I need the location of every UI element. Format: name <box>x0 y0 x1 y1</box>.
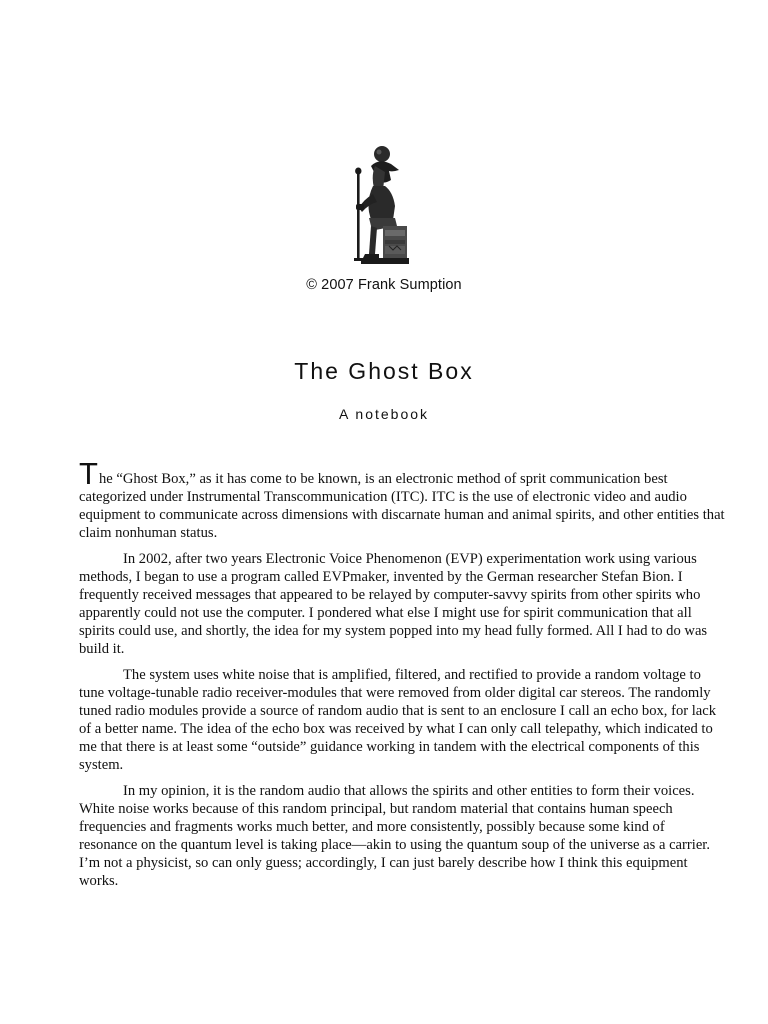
document-subtitle: A notebook <box>338 406 430 422</box>
seated-egyptian-figure-icon <box>349 146 419 266</box>
paragraph-3: The system uses white noise that is amplified, filtered, and rectified to provide a random voltage to tune voltage-tunable radio receiver-modules that were removed from older digital car stereos. The randomly tuned radio modules provide a source of random audio that is sent to an enclosure I call an echo box, for lack of a better name. The idea of the echo box was received by what I can only call telepathy, which indicated to me that there is at least some “outside” guidance working in tandem with the electrical components of this system. <box>79 666 717 774</box>
copyright-notice: © 2007 Frank Sumption <box>306 277 462 293</box>
paragraph-4: In my opinion, it is the random audio that allows the spirits and other entities to form their voices. White noise works because of this random principal, but random material that contains human speech frequencies and fragments works much better, and more consistently, possibly because some kind of resonance on the quantum level is taking place—akin to using the quantum soup of the universe as a carrier. I’m not a physicist, so can only guess; accordingly, I can just barely describe how I think this equipment works. <box>79 783 710 890</box>
document-title: The Ghost Box <box>294 358 474 384</box>
paragraph-2: In 2002, after two years Electronic Voice Phenomenon (EVP) experimentation work using various methods, I began to use a program called EVPmaker, invented by the German researcher Stefan Bion. I frequently received messages that appeared to be relayed by computer-savvy spirits from other spirits who apparently could not use the computer. I pondered what else I might use for spirit communication that all spirits could use, and shortly, the idea for my system popped into my head fully formed. All I had to do was build it. <box>79 550 708 658</box>
paragraph-1 <box>79 456 725 542</box>
body-text <box>79 456 725 898</box>
paragraph-1-text: he “Ghost Box,” as it has come to be known, is an electronic method of sprit communication best categorized under Instrumental Transcommunication (ITC). ITC is the use of electronic video and audio equipment to communicate across dimensions with discarnate human and animal spirits, and other entities that claim nonhuman status. <box>79 471 725 542</box>
drop-cap: T <box>79 456 98 491</box>
